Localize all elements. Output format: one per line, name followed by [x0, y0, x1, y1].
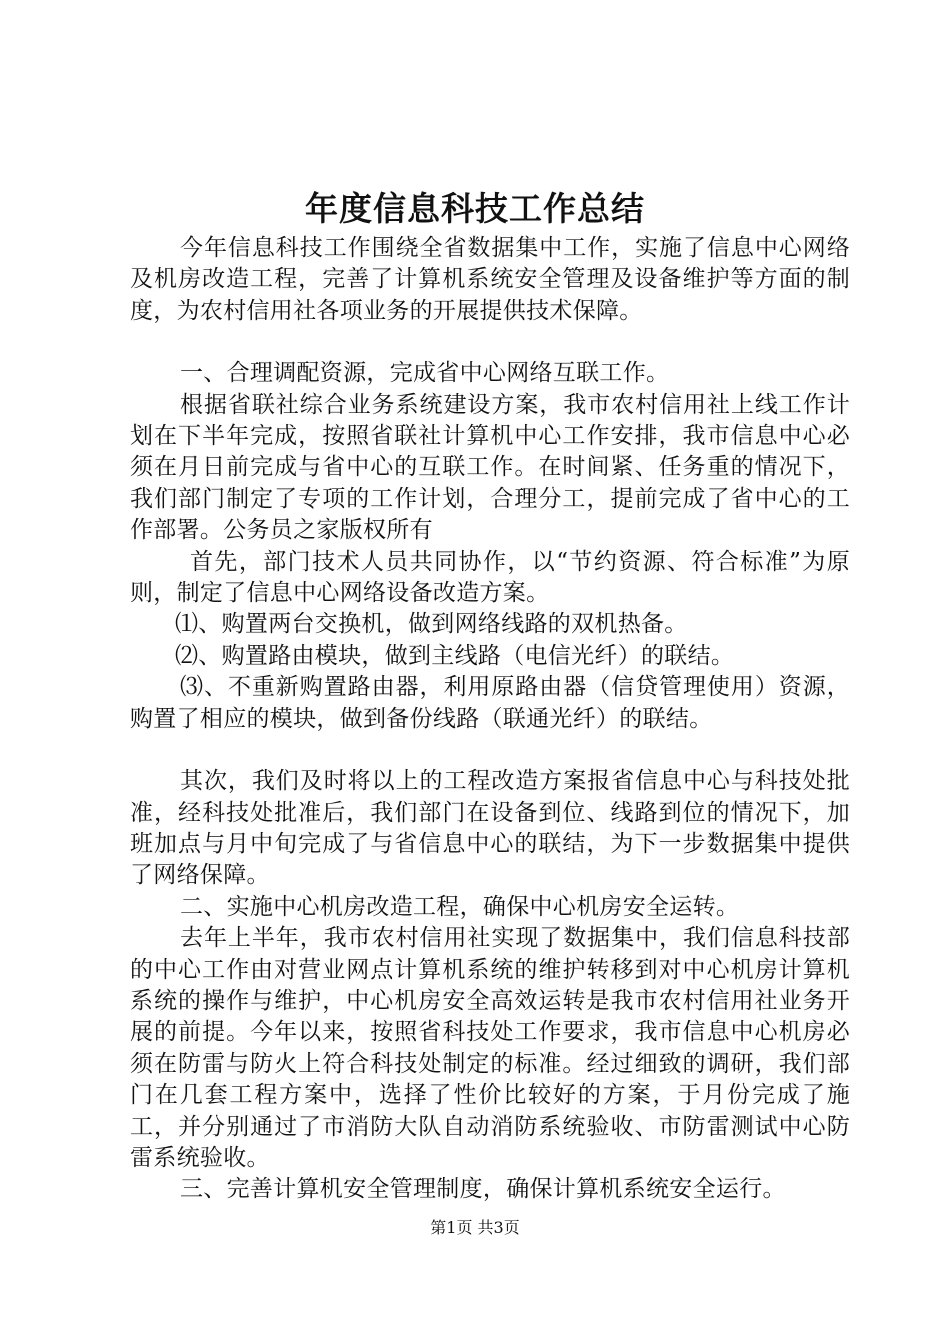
- paragraph-first-step: 首先，部门技术人员共同协作，以“节约资源、符合标准”为原则，制定了信息中心网络设备改造方案。: [130, 548, 850, 607]
- paragraph-next-step: 其次，我们及时将以上的工程改造方案报省信息中心与科技处批准，经科技处批准后，我们部门在设备到位、线路到位的情况下，加班加点与月中旬完成了与省信息中心的联结，为下一步数据集中提供了网络保障。: [130, 768, 850, 889]
- page-footer: 第1页 共3页: [430, 1218, 520, 1237]
- paragraph-machine-room: 去年上半年，我市农村信用社实现了数据集中，我们信息科技部的中心工作由对营业网点计算机系统的维护转移到对中心机房计算机系统的操作与维护，中心机房安全高效运转是我市农村信用社业务开展的前提。今年以来，按照省科技处工作要求，我市信息中心机房必须在防雷与防火上符合科技处制定的标准。经过细致的调研，我们部门在几套工程方案中，选择了性价比较好的方案，于月份完成了施工，并分别通过了市消防大队自动消防系统验收、市防雷测试中心防雷系统验收。: [130, 925, 850, 1171]
- paragraph-intro: 今年信息科技工作围绕全省数据集中工作，实施了信息中心网络及机房改造工程，完善了计算机系统安全管理及设备维护等方面的制度，为农村信用社各项业务的开展提供技术保障。: [130, 235, 850, 324]
- list-item-1: ⑴、购置两台交换机，做到网络线路的双机热备。: [175, 611, 688, 638]
- paragraph-spacer: [130, 327, 850, 358]
- document-body: [130, 233, 850, 1206]
- section-heading-3: 三、完善计算机安全管理制度，确保计算机系统安全运行。: [180, 1176, 786, 1203]
- page-title: 年度信息科技工作总结: [305, 189, 645, 228]
- section-heading-1: 一、合理调配资源，完成省中心网络互联工作。: [180, 360, 670, 387]
- paragraph-network-plan: 根据省联社综合业务系统建设方案，我市农村信用社上线工作计划在下半年完成，按照省联社计算机中心工作安排，我市信息中心必须在月日前完成与省中心的互联工作。在时间紧、任务重的情况下，我们部门制定了专项的工作计划，合理分工，提前完成了省中心的工作部署。公务员之家版权所有: [130, 391, 850, 544]
- paragraph-spacer: [130, 735, 850, 766]
- section-heading-2: 二、实施中心机房改造工程，确保中心机房安全运转。: [180, 893, 740, 920]
- list-item-2: ⑵、购置路由模块，做到主线路（电信光纤）的联结。: [175, 642, 735, 669]
- list-item-3: ⑶、不重新购置路由器，利用原路由器（信贷管理使用）资源，购置了相应的模块，做到备份线路（联通光纤）的联结。: [130, 674, 850, 732]
